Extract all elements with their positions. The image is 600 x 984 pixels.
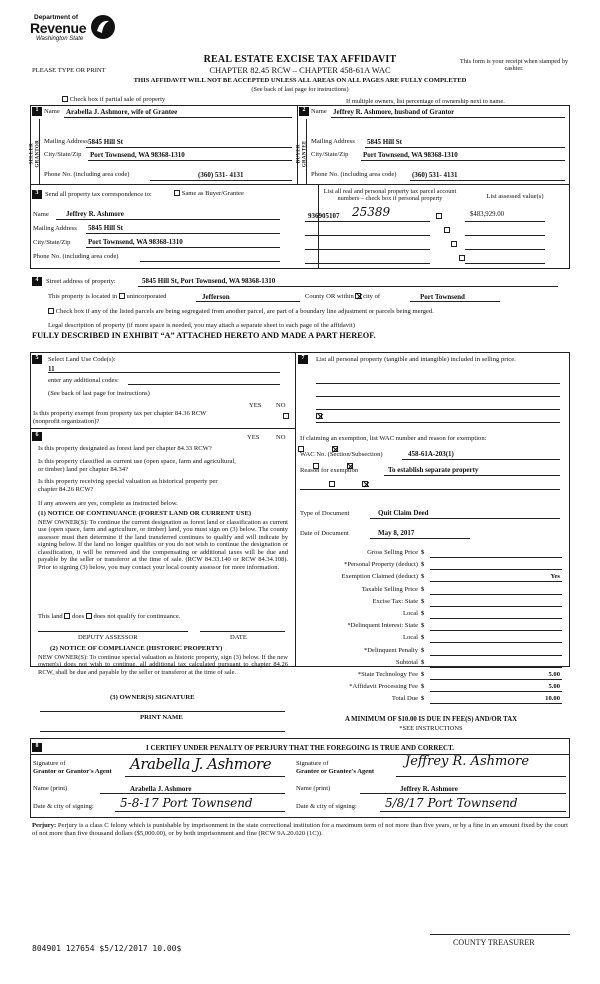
unincorporated-checkbox[interactable] xyxy=(119,293,125,299)
grantor-sig-label-2: Grantor or Grantor's Agent xyxy=(33,767,112,775)
fee-value: 10.00 xyxy=(545,695,560,703)
grantor-sig-label-1: Signature of xyxy=(33,760,66,767)
buyer-name: Jeffrey R. Ashmore, husband of Grantor xyxy=(333,108,455,116)
partial-sale-label: Check box if partial sale of property xyxy=(69,96,166,103)
buyer-name-label: Name xyxy=(311,108,327,115)
grantor-name-label: Name (print) xyxy=(33,785,68,792)
grantor-name: Arabella J. Ashmore xyxy=(130,785,192,793)
seller-name-label: Name xyxy=(44,108,60,115)
grantor-sig-label xyxy=(33,760,112,775)
dollar-sign: $ xyxy=(421,597,425,605)
fee-row xyxy=(300,609,562,621)
buyer-phone: (360) 531- 4131 xyxy=(412,171,458,179)
fee-value: 5.00 xyxy=(548,670,560,678)
wac-number: 458-61A-203(1) xyxy=(408,450,454,458)
fee-value: 5.00 xyxy=(548,683,560,691)
fee-label: Local xyxy=(402,634,418,642)
fee-label: Excise Tax: State xyxy=(372,597,418,605)
tax-city-label: City/State/Zip xyxy=(33,239,71,246)
street-address-label: Street address of property: xyxy=(46,278,116,285)
fee-label: *Affidavit Processing Fee xyxy=(349,683,418,691)
logo-sub-text: Washington State xyxy=(36,36,84,42)
assessed-header: List assessed value(s) xyxy=(486,193,544,200)
personal-property-label: List all personal property (tangible and intangible) included in selling price. xyxy=(316,356,516,363)
deputy-assessor-label: DEPUTY ASSESSOR xyxy=(78,634,138,641)
dollar-sign: $ xyxy=(421,609,425,617)
section-4-badge: 4 xyxy=(32,277,42,286)
fee-row xyxy=(300,694,562,706)
wac-label: WAC No. (Section/Subsection) xyxy=(300,451,383,458)
certify-text: I CERTIFY UNDER PENALTY OF PERJURY THAT THE FOREGOING IS TRUE AND CORRECT. xyxy=(145,744,454,752)
grantor-signature: Arabella J. Ashmore xyxy=(130,755,272,773)
tax-correspondence-label: Send all property tax correspondence to: xyxy=(45,191,152,198)
grantee-name: Jeffrey R. Ashmore xyxy=(400,785,458,793)
seller-city: Port Townsend, WA 98368-1310 xyxy=(90,151,185,159)
fee-row xyxy=(300,658,562,670)
notice-continuance-title: (1) NOTICE OF CONTINUANCE (FOREST LAND OR CURRENT USE) xyxy=(38,510,252,517)
fee-row xyxy=(300,572,562,584)
seller-city-label: City/State/Zip xyxy=(44,151,82,158)
chapter-text: CHAPTER 82.45 RCW – CHAPTER 458-61A WAC xyxy=(209,65,391,75)
doc-date-label: Date of Document xyxy=(300,530,349,537)
within-label: within xyxy=(336,293,354,300)
grantor-date-label: Date & city of signing: xyxy=(33,803,94,810)
parcel-header: List all real and personal property tax parcel account numbers – check box if personal property xyxy=(323,188,457,203)
current-use-question: Is this property classified as current use (open space, farm and agricultural, or timber) land per chapter 84.34? xyxy=(38,458,236,473)
form-title: REAL ESTATE EXCISE TAX AFFIDAVIT xyxy=(203,54,397,65)
tax-address-label: Mailing Address xyxy=(33,225,77,232)
fee-value: Yes xyxy=(550,573,560,581)
section-6-badge: 6 xyxy=(32,432,42,441)
does-checkbox[interactable] xyxy=(64,613,70,619)
reason-label: Reason for exemption xyxy=(300,467,359,474)
section-8-badge: 8 xyxy=(32,743,42,752)
multiple-owners-note: If multiple owners, list percentage of ownership next to name. xyxy=(346,98,505,105)
does-not-label: does not qualify for continuance. xyxy=(93,613,181,620)
fee-row xyxy=(300,548,562,560)
tax-name: Jeffrey R. Ashmore xyxy=(66,210,124,218)
dollar-sign: $ xyxy=(421,585,425,593)
historic-no-checkbox[interactable] xyxy=(362,481,368,487)
fee-label: Taxable Selling Price xyxy=(361,585,418,593)
grantee-sig-label-2: Grantee or Grantee's Agent xyxy=(296,767,375,775)
buyer-phone-label: Phone No. (including area code) xyxy=(311,171,397,178)
tax-address: 5845 Hill St xyxy=(88,224,124,232)
dollar-sign: $ xyxy=(421,561,425,569)
fee-label: Total Due xyxy=(391,695,418,703)
seller-phone-label: Phone No. (including area code) xyxy=(44,171,130,178)
dollar-sign: $ xyxy=(421,670,425,678)
land-use-see-back: (See back of last page for instructions) xyxy=(48,390,150,397)
exempt-question: Is this property exempt from property tax per chapter 84.36 RCW (nonprofit organization)? xyxy=(33,410,207,425)
notice-compliance-title: (2) NOTICE OF COMPLIANCE (HISTORIC PROPERTY) xyxy=(50,645,223,652)
same-as-buyer-label: Same as Buyer/Grantee xyxy=(181,190,244,197)
county-or-label: County OR xyxy=(305,293,336,300)
see-instructions-note: *SEE INSTRUCTIONS xyxy=(399,725,463,732)
section-5-badge: 5 xyxy=(32,355,42,364)
fee-row xyxy=(300,682,562,694)
fee-row xyxy=(300,560,562,572)
land-use-yes-header: YES xyxy=(249,402,262,409)
sec6-no-header: NO xyxy=(276,434,286,441)
perjury-body: Perjury is a class C felony which is punishable by imprisonment in the state correctional institution for a maximum term of not more than five years, or by a fine in an amount fixed by the court of not more than five thousand dollars ($5,000.00), or by both imprisonment and fine (RCW 9A.20.020 (1C)). xyxy=(32,822,568,837)
fee-row xyxy=(300,646,562,658)
this-land-label: This land xyxy=(38,613,63,620)
fee-label: Exemption Claimed (deduct) xyxy=(341,573,418,581)
land-use-label: Select Land Use Code(s): xyxy=(48,356,116,363)
assessed-value: $483,929.00 xyxy=(470,211,504,218)
assessor-date-label: DATE xyxy=(230,634,247,641)
dollar-sign: $ xyxy=(421,658,425,666)
county-or-row xyxy=(305,293,380,301)
reason-text: To establish separate property xyxy=(388,466,479,474)
dollar-sign: $ xyxy=(421,683,425,691)
buyer-city-label: City/State/Zip xyxy=(311,151,349,158)
doc-date: May 8, 2017 xyxy=(378,529,415,537)
buyer-address: 5845 Hill St xyxy=(367,138,403,146)
dollar-sign: $ xyxy=(421,695,425,703)
historic-yes-checkbox[interactable] xyxy=(329,481,335,487)
exempt-no-checkbox[interactable] xyxy=(316,413,322,419)
fee-label: *Delinquent Penalty xyxy=(363,646,418,654)
dollar-sign: $ xyxy=(421,622,425,630)
seller-side-label: SELLER GRANTOR xyxy=(29,139,40,168)
perjury-text xyxy=(32,822,568,837)
section-1-badge: 1 xyxy=(32,107,42,116)
fee-label: Subtotal xyxy=(396,658,418,666)
within-city-checkbox[interactable] xyxy=(355,293,361,299)
see-back-text: (See back of last page for instructions) xyxy=(251,86,349,93)
grantee-name-label: Name (print) xyxy=(296,785,331,792)
city-name: Port Townsend xyxy=(420,293,465,301)
notice-continuance-body: NEW OWNER(S): To continue the current designation as forest land or classification as current use (open space, farm and agriculture, or timber) land, you must sign on (3) below. The county assessor must then determine if the land transferred continues to qualify and will indicate by signing below. If the land no longer qualifies or you do not wish to continue the designation or classification, it will be removed and the compensating or additional taxes will be due and payable by the seller or transferor at the time of sale. (RCW 84.33.140 or RCW 84.34.108). Prior to signing (3) below, you may contact your local county assessor for more information. xyxy=(38,519,288,571)
exhibit-text: FULLY DESCRIBED IN EXHIBIT “A” ATTACHED HERETO AND MADE A PART HEREOF. xyxy=(32,331,376,340)
exempt-yes-checkbox[interactable] xyxy=(283,413,289,419)
owner-signature-label: (3) OWNER(S) SIGNATURE xyxy=(110,694,195,701)
city-of-label: city of xyxy=(363,293,381,300)
unincorporated-label: unincorporated xyxy=(126,293,167,300)
warning-text: THIS AFFIDAVIT WILL NOT BE ACCEPTED UNLESS ALL AREAS ON ALL PAGES ARE FULLY COMPLETED xyxy=(133,77,467,84)
grantee-date-label: Date & city of signing: xyxy=(296,803,357,810)
same-as-buyer-checkbox[interactable] xyxy=(174,190,180,196)
fee-row xyxy=(300,597,562,609)
doc-type-label: Type of Document xyxy=(300,510,350,517)
segregated-label: Check box if any of the listed parcels are being segregated from another parcel, are part of a boundary line adjustment or parcels being merged. xyxy=(55,308,434,315)
parcel-personal-checkbox-1[interactable] xyxy=(436,213,442,219)
does-not-checkbox[interactable] xyxy=(86,613,92,619)
county-treasurer-label: COUNTY TREASURER xyxy=(453,938,535,947)
exemption-label: If claiming an exemption, list WAC number and reason for exemption: xyxy=(300,435,487,442)
buyer-city: Port Townsend, WA 98368-1310 xyxy=(363,151,458,159)
fee-row xyxy=(300,621,562,633)
doc-type: Quit Claim Deed xyxy=(378,509,429,517)
legal-description-label: Legal description of property (if more space is needed, you may attach a separate sheet to each page of the affidavit) xyxy=(48,322,355,329)
does-label: does xyxy=(72,613,85,620)
parcel-handwritten-number: 25389 xyxy=(352,205,391,219)
land-use-code: 11 xyxy=(48,365,55,373)
print-name-label: PRINT NAME xyxy=(140,714,183,721)
fee-table xyxy=(300,548,562,706)
additional-codes-label: enter any additional codes: xyxy=(48,377,119,384)
land-qualify-row xyxy=(38,613,180,621)
county-name: Jefferson xyxy=(202,293,230,301)
logo-swoosh-icon xyxy=(90,14,116,40)
street-address: 5845 Hill St, Port Townsend, WA 98368-1310 xyxy=(142,277,276,285)
partial-sale-row xyxy=(62,96,165,104)
historic-question: Is this property receiving special valuation as historical property per chapter 84.26 RCW? xyxy=(38,478,218,493)
section-2-badge: 2 xyxy=(299,107,309,116)
fee-label: *Delinquent Interest: State xyxy=(347,622,418,630)
logo-main-text: Revenue xyxy=(30,20,87,36)
notice-compliance-body: NEW OWNER(S): To continue special valuation as historic property, sign (3) below. If the new owner(s) does not wish to continue, all additional tax calculated pursuant to chapter 84.26 RCW, shall be due and payable by the seller or transferor at the time of sale. xyxy=(38,654,288,676)
please-type-text: PLEASE TYPE OR PRINT xyxy=(32,67,106,74)
fee-label: Gross Selling Price xyxy=(367,549,418,556)
tax-phone-label: Phone No. (including area code) xyxy=(33,253,119,260)
parcel-number: 936905107 xyxy=(308,212,340,220)
receipt-note: This form is your receipt when stamped by cashier. xyxy=(459,58,569,73)
land-use-no-header: NO xyxy=(276,402,286,409)
fee-row xyxy=(300,633,562,645)
buyer-side-label: BUYER GRANTEE xyxy=(296,140,307,168)
dor-logo xyxy=(30,14,120,50)
fee-label: *Personal Property (deduct) xyxy=(344,561,418,569)
partial-sale-checkbox[interactable] xyxy=(62,96,68,102)
fee-label: Local xyxy=(402,609,418,617)
grantee-date-city: 5/8/17 Port Townsend xyxy=(385,796,518,810)
perjury-label: Perjury: xyxy=(32,822,57,829)
parcel-personal-checkbox-3[interactable] xyxy=(451,241,457,247)
fee-row xyxy=(300,585,562,597)
segregated-checkbox[interactable] xyxy=(48,308,54,314)
grantor-date-city: 5-8-17 Port Townsend xyxy=(120,796,253,810)
tax-city: Port Townsend, WA 98368-1310 xyxy=(88,238,183,246)
dollar-sign: $ xyxy=(421,646,425,654)
dollar-sign: $ xyxy=(421,549,425,556)
logo-top-text: Department of xyxy=(34,14,79,21)
fee-row xyxy=(300,670,562,682)
section-7-badge: 7 xyxy=(298,355,308,364)
parcel-personal-checkbox-4[interactable] xyxy=(459,255,465,261)
section-3-badge: 3 xyxy=(32,190,42,199)
seller-name: Arabella J. Ashmore, wife of Grantee xyxy=(66,108,178,116)
cashier-stamp: 804901 127654 $5/12/2017 10.00$ xyxy=(32,944,182,953)
seller-address: 5845 Hill St xyxy=(88,138,124,146)
grantee-signature: Jeffrey R. Ashmore xyxy=(405,754,530,769)
dollar-sign: $ xyxy=(421,634,425,642)
same-as-buyer-row xyxy=(174,190,244,198)
fee-label: *State Technology Fee xyxy=(357,670,418,678)
seller-address-label: Mailing Address xyxy=(44,138,88,145)
buyer-address-label: Mailing Address xyxy=(311,138,355,145)
sec6-yes-header: YES xyxy=(247,434,260,441)
seller-phone: (360) 531- 4131 xyxy=(198,171,244,179)
tax-name-label: Name xyxy=(33,211,49,218)
minimum-fee-note: A MINIMUM OF $10.00 IS DUE IN FEE(S) AND/OR TAX xyxy=(344,716,518,723)
located-in-row xyxy=(48,293,166,301)
located-in-label: This property is located in xyxy=(48,293,118,300)
segregated-row xyxy=(48,308,434,316)
dollar-sign: $ xyxy=(421,573,425,581)
parcel-personal-checkbox-2[interactable] xyxy=(444,227,450,233)
grantee-sig-label xyxy=(296,760,374,775)
grantee-sig-label-1: Signature of xyxy=(296,760,329,767)
forest-question: Is this property designated as forest land per chapter 84.33 RCW? xyxy=(38,445,212,452)
if-any-yes-text: If any answers are yes, complete as instructed below. xyxy=(38,500,178,507)
